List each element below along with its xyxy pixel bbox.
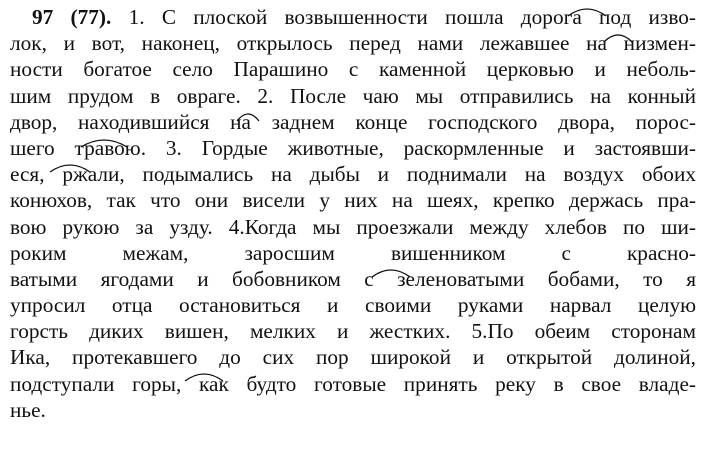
exercise-number: 97 (77).: [32, 5, 112, 29]
text-line: роким межам, заросшим вишенником с красно-: [10, 240, 696, 265]
text-line: лок, и вот, наконец, открылось перед нами лежавшее на низмен-: [10, 31, 696, 56]
text-line: шего травою. 3. Гордые животные, раскормленные и застоявши-: [10, 135, 696, 160]
text-line: конюхов, так что они висели у них на шеях, крепко держась пра-: [10, 188, 696, 213]
text-line: вою рукою за узду. 4.Когда мы проезжали между хлебов по ши-: [10, 214, 696, 239]
text-line: упросил отца остановиться и своими руками нарвал целую: [10, 293, 696, 318]
text-line: ватыми ягодами и бобовником с зеленоватыми бобами, то я: [10, 266, 696, 291]
text-line: нье.: [10, 397, 46, 422]
text-line: шим прудом в овраге. 2. После чаю мы отправились на конный: [10, 83, 696, 108]
exercise-97: [10, 4, 696, 423]
text-line: Ика, протекавшего до сих пор широкой и открытой долиной,: [10, 345, 696, 370]
text-line: подступали горы, как будто готовые принять реку в свое владе-: [10, 371, 696, 396]
text-line: ности богатое село Парашино с каменной церковью и неболь-: [10, 57, 696, 82]
text-line: [10, 4, 696, 30]
text-line: горсть диких вишен, мелких и жестких. 5.По обеим сторонам: [10, 319, 696, 344]
text-line: еся, ржали, подымались на дыбы и поднимали на воздух обоих: [10, 162, 696, 187]
text-line: двор, находившийся на заднем конце господского двора, порос-: [10, 109, 696, 134]
text-line-content: 1. С плоской возвышенности пошла дорога под изво-: [111, 5, 696, 29]
